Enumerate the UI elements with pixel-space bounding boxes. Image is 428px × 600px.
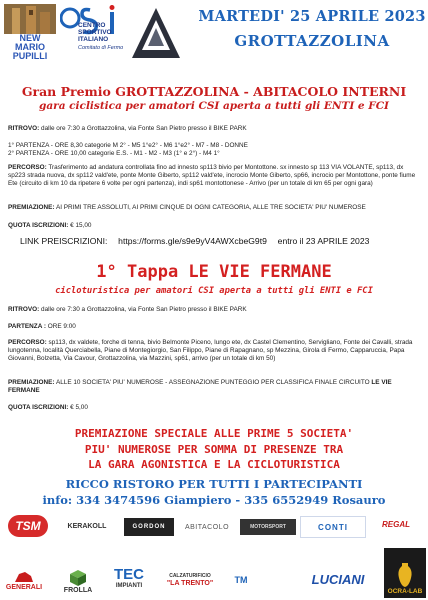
event-location: GROTTAZZOLINA [234, 32, 390, 50]
tec-subtext: IMPIANTI [115, 583, 143, 589]
sponsor-luciani-logo: LUCIANI [311, 571, 365, 587]
sponsor-kerakoll-logo: KERAKOLL [67, 522, 107, 530]
tappa-premiazione-label: PREMIAZIONE: [8, 379, 55, 386]
tappa-ritrovo-text: dalle ore 7:30 a Grottazzolina, via Fonte San Pietro presso il BIKE PARK [41, 306, 247, 313]
sponsor-tm-logo: TM [234, 575, 248, 585]
gp-percorso-text: Trasferimento ad andatura controllata fino ad innesto sp113 bivio per Montottone. sx innesto sp 113 VIA VOLANTE, sp113, dx sp223 strada nuova, dx sp112 vald'ete, ponte Monte Giberto, sp112 vald'ete, incrocio Monte Giberto, sp66, incrocio per Montottone, ponte fiume Ete (circuito di km 10 da ripetere 6 volte per ogni partenza), indi sp61 montottonese - Arrivo (per un totale di km 65 per ogni gara) [8, 164, 416, 188]
gp-premiazione-text: AI PRIMI TRE ASSOLUTI, AI PRIMI CINQUE DI OGNI CATEGORIA, ALLE TRE SOCIETA' PIU' NUMEROSE [55, 204, 366, 211]
gp-partenza-1: 1° PARTENZA - ORE 8,30 categorie M 2° - M5 1°e2° - M6 1°e2° - M7 - M8 - DONNE [8, 142, 248, 149]
link-label: LINK PREISCRIZIONI: [20, 236, 108, 246]
gp-ritrovo-text: dalle ore 7:30 a Grottazzolina, via Fonte San Pietro presso il BIKE PARK [41, 125, 247, 132]
logo-caption: NEW MARIO PUPILLI [12, 33, 48, 61]
gp-premiazione [8, 204, 420, 212]
sponsor-conti-logo: CONTI [300, 516, 366, 538]
tappa-premiazione-circuit: LE VIE FERMANE [8, 379, 392, 395]
tappa-partenza [8, 323, 420, 331]
tappa-quota [8, 404, 420, 412]
gp-percorso-label: PERCORSO: [8, 164, 47, 171]
new-mario-pupilli-logo [4, 4, 56, 62]
csi-caption: CENTRO SPORTIVO ITALIANO [78, 22, 112, 43]
tappa-subtitle: cicloturistica per amatori CSI aperta a tutti gli ENTI e FCI [55, 286, 373, 296]
gp-ritrovo [8, 125, 420, 133]
sponsor-la-trento-logo [162, 566, 218, 594]
sponsor-ocra-lab-logo [384, 548, 426, 598]
gran-premio-subtitle: gara ciclistica per amatori CSI aperta a tutti gli ENTI e FCI [39, 100, 389, 112]
tappa-quota-label: QUOTA ISCRIZIONI: [8, 404, 69, 411]
tappa-percorso-text: sp113, dx valdete, forche di tenna, bivio Belmonte Piceno, lungo ete, dx Castel Clementino, Servigliano, Fonte dei Cavalli, strada lungotenna, località Querciabella, Piane di Montegiorgio, San Filippo, Piane di Rapagnano, sp Mezzina, Girola di Fermo, Capparuccia, Papa Giovanni, Bolzetta, Via Cavour, Grottazzolina, via Mazzini, sp61, arrivo (per un totale di km 50) [8, 339, 413, 363]
frolla-text: FROLLA [63, 586, 93, 594]
gp-premiazione-label: PREMIAZIONE: [8, 204, 55, 211]
promo-line-1: PREMIAZIONE SPECIALE ALLE PRIME 5 SOCIETA' [74, 427, 354, 440]
gp-partenza-2: 2° PARTENZA - ORE 10,00 categorie E.S. - M1 - M2 - M3 (1° e 2°) - M4 1° [8, 150, 220, 157]
event-date: MARTEDI' 25 APRILE 2023 [198, 8, 426, 25]
sponsor-generali-logo [2, 566, 46, 594]
generali-text: GENERALI [5, 583, 43, 591]
tappa-premiazione-text: ALLE 10 SOCIETA' PIU' NUMEROSE - ASSEGNAZIONE PUNTEGGIO PER CLASSIFICA FINALE CIRCUITO [55, 379, 370, 386]
lion-icon [13, 570, 35, 584]
tappa-partenza-text: ORE 9:00 [47, 323, 76, 330]
preiscrizioni-line [20, 236, 420, 246]
ristoro-line: RICCO RISTORO PER TUTTI I PARTECIPANTI [65, 477, 363, 491]
tappa-partenza-label: PARTENZA : [8, 323, 46, 330]
gp-ritrovo-label: RITROVO: [8, 125, 40, 132]
sponsor-tec-logo [98, 562, 160, 596]
tappa-quota-text: € 5,00 [70, 404, 88, 411]
gp-percorso [8, 164, 420, 189]
sponsor-gordon-logo: GORDON [124, 518, 174, 536]
gp-quota [8, 222, 420, 230]
abitacolo-triangle-logo [130, 6, 182, 62]
sponsor-tsm-logo: TSM [8, 515, 48, 537]
sponsor-frolla-logo [58, 566, 98, 596]
trento-top-text: CALZATURIFICIO [169, 573, 211, 579]
trento-text: "LA TRENTO" [166, 580, 214, 587]
preiscrizioni-link[interactable]: https://forms.gle/s9e9yV4AWXcbeG9t9 [118, 236, 267, 246]
csi-comitato: Comitato di Fermo [78, 45, 124, 51]
info-contacts: info: 334 3474596 Giampiero - 335 6552949 Rosauro [42, 493, 386, 507]
triangle-icon [130, 6, 182, 62]
sponsor-motorsport-logo: MOTORSPORT [240, 519, 296, 535]
gp-quota-label: QUOTA ISCRIZIONI: [8, 222, 69, 229]
tappa-percorso [8, 339, 420, 364]
promo-line-2: PIU' NUMEROSE PER SOMMA DI PRESENZE TRA [84, 443, 344, 456]
csi-logo [60, 4, 128, 64]
cube-icon [69, 569, 87, 587]
tappa-title: 1° Tappa LE VIE FERMANE [96, 262, 332, 282]
gran-premio-title: Gran Premio GROTTAZZOLINA - ABITACOLO INTERNI [21, 84, 407, 99]
tec-text: TEC [114, 566, 144, 583]
sponsor-regal-logo: REGAL [382, 519, 410, 529]
bell-tower-icon [4, 4, 56, 34]
tappa-ritrovo-label: RITROVO: [8, 306, 40, 313]
ocra-text: OCRA-LAB [387, 588, 423, 595]
amphora-icon [395, 562, 415, 588]
tappa-ritrovo [8, 306, 420, 314]
gp-quota-text: € 15,00 [70, 222, 92, 229]
tappa-percorso-label: PERCORSO: [8, 339, 47, 346]
promo-line-3: LA GARA AGONISTICA E LA CICLOTURISTICA [88, 458, 340, 471]
sponsor-abitacolo-logo: ABITACOLO [184, 523, 230, 531]
link-deadline: entro il 23 APRILE 2023 [277, 236, 370, 246]
tappa-premiazione [8, 379, 420, 395]
